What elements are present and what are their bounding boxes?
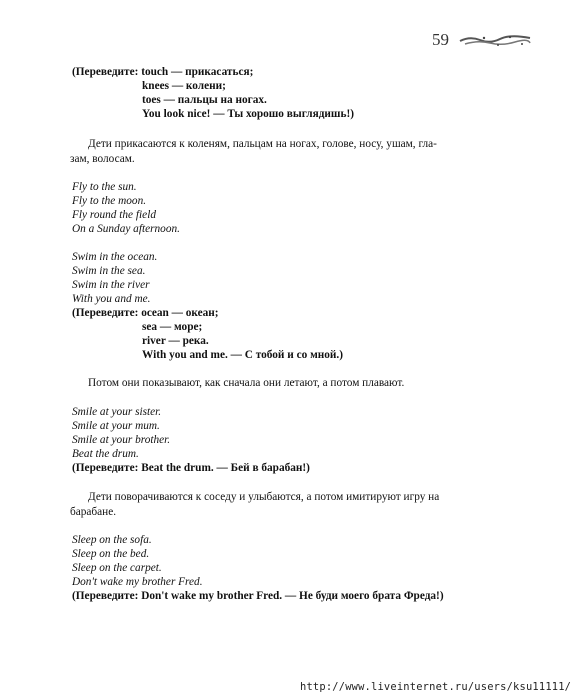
verse-line: Smile at your mum.	[72, 420, 160, 432]
verse-line: Beat the drum.	[72, 448, 139, 460]
verse-line: Sleep on the carpet.	[72, 562, 162, 574]
paragraph-line: Дети прикасаются к коленям, пальцам на ногах, голове, носу, ушам, гла-	[88, 138, 437, 150]
scan-edge-ornament	[460, 34, 530, 48]
translation-line: (Переведите: ocean — океан;	[72, 307, 219, 319]
paragraph-line: Дети поворачиваются к соседу и улыбаются, а потом имитируют игру на	[88, 491, 440, 503]
translation-line: sea — море;	[142, 321, 203, 333]
verse-line: Fly to the moon.	[72, 195, 147, 207]
verse-line: Fly to the sun.	[72, 181, 137, 193]
translation-line: With you and me. — С тобой и со мной.)	[142, 349, 344, 361]
footer-url: http://www.liveinternet.ru/users/ksu11111/	[300, 681, 571, 693]
verse-line: With you and me.	[72, 293, 151, 305]
translation-line: toes — пальцы на ногах.	[142, 94, 267, 106]
translation-line: (Переведите: Beat the drum. — Бей в барабан!)	[72, 462, 310, 474]
verse-line: Fly round the field	[72, 209, 156, 221]
verse-line: Smile at your brother.	[72, 434, 171, 446]
translation-line: (Переведите: touch — прикасаться;	[72, 66, 254, 78]
paragraph-line: зам, волосам.	[70, 153, 135, 165]
translation-line: knees — колени;	[142, 80, 226, 92]
translation-line: (Переведите: Don't wake my brother Fred. — Не буди моего брата Фреда!)	[72, 590, 444, 602]
paragraph-line: барабане.	[70, 506, 117, 518]
verse-line: Sleep on the bed.	[72, 548, 150, 560]
paragraph-line: Потом они показывают, как сначала они летают, а потом плавают.	[88, 377, 405, 389]
translation-line: river — река.	[142, 335, 209, 347]
verse-line: Swim in the river	[72, 279, 150, 291]
verse-line: Don't wake my brother Fred.	[72, 576, 203, 588]
translation-line: You look nice! — Ты хорошо выглядишь!)	[142, 108, 354, 120]
verse-line: Swim in the sea.	[72, 265, 146, 277]
verse-line: Swim in the ocean.	[72, 251, 158, 263]
verse-line: On a Sunday afternoon.	[72, 223, 180, 235]
page-number: 59	[432, 30, 449, 49]
verse-line: Sleep on the sofa.	[72, 534, 152, 546]
verse-line: Smile at your sister.	[72, 406, 162, 418]
